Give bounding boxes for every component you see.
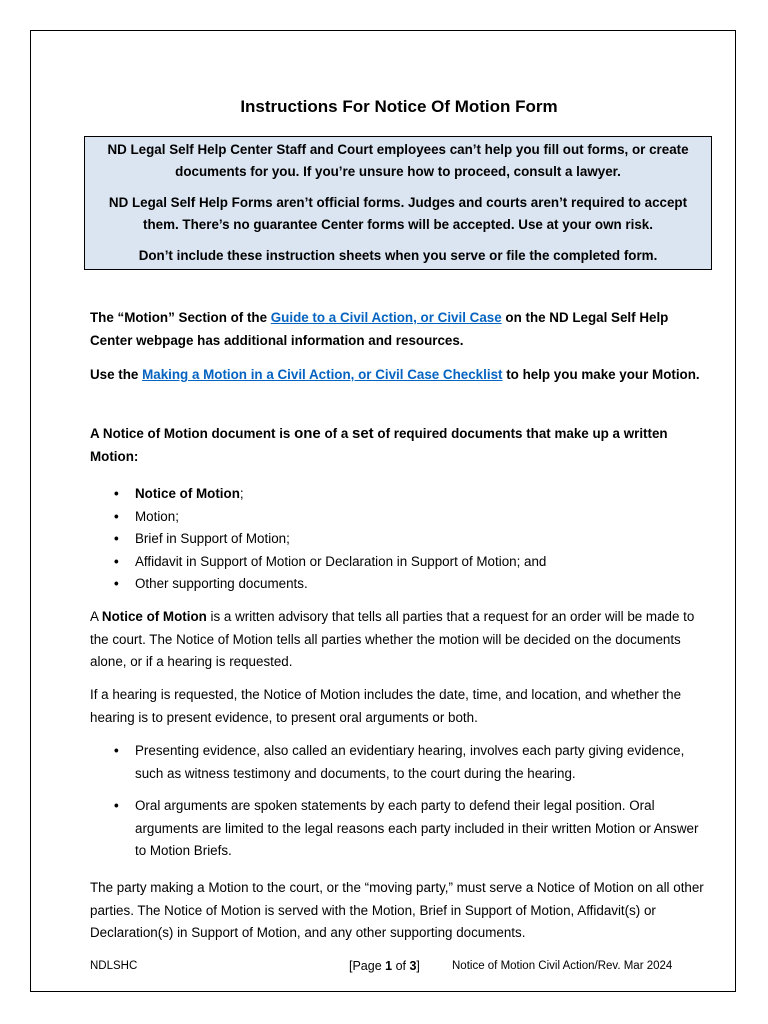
notice-def-text-1: A	[90, 609, 102, 624]
footer-page-current: 1	[385, 959, 393, 973]
guide-paragraph	[90, 307, 708, 352]
footer-page-number	[349, 958, 420, 974]
list-item	[90, 795, 708, 863]
list-item-text: Brief in Support of Motion;	[135, 531, 290, 546]
bullet-icon: •	[114, 508, 119, 524]
set-emphasis-set: set	[352, 425, 374, 442]
list-item	[90, 506, 708, 529]
page-title: Instructions For Notice Of Motion Form	[240, 97, 558, 116]
footer-page-suffix: ]	[416, 959, 420, 973]
list-item-text: Affidavit in Support of Motion or Declaration in Support of Motion; and	[135, 553, 547, 569]
disclaimer-box	[84, 136, 712, 270]
required-documents-list	[90, 483, 708, 596]
list-item-text: Other supporting documents.	[135, 576, 308, 591]
document-set-paragraph	[90, 423, 708, 468]
guide-paragraph-text-2: on the ND Legal Self Help Center webpage has additional information and resources.	[90, 310, 669, 348]
bullet-icon: •	[114, 743, 119, 758]
hearing-types-list	[90, 740, 708, 873]
bullet-icon: •	[114, 798, 119, 813]
disclaimer-paragraph-3: Don’t include these instruction sheets when you serve or file the completed form.	[138, 248, 658, 263]
list-item	[90, 528, 708, 551]
set-text-2: of a	[320, 426, 352, 441]
list-item	[90, 740, 708, 785]
list-item	[90, 573, 708, 596]
footer-page-middle: of	[392, 959, 410, 973]
notice-def-bold: Notice of Motion	[101, 609, 207, 624]
list-item-text: Presenting evidence, also called an evidentiary hearing, involves each party giving evidence, such as witness testimony and documents, to the court during the hearing.	[135, 743, 685, 781]
list-item	[90, 551, 708, 574]
guide-civil-action-link[interactable]: Guide to a Civil Action, or Civil Case	[270, 310, 502, 325]
footer-page-prefix: [Page	[349, 959, 386, 973]
bullet-icon: •	[114, 486, 119, 501]
list-item-text: ;	[239, 486, 244, 501]
set-text-1: A Notice of Motion document is	[90, 426, 295, 441]
footer-page-total: 3	[409, 959, 417, 973]
footer-org: NDLSHC	[90, 960, 138, 972]
bullet-icon: •	[114, 553, 119, 569]
list-item-text: Oral arguments are spoken statements by each party to defend their legal position. Oral arguments are limited to the legal reasons each party included in their written Motion or Answer to Motion Briefs.	[135, 798, 699, 858]
moving-party-paragraph: The party making a Motion to the court, or the “moving party,” must serve a Notice of Motion on all other parties. The Notice of Motion is served with the Motion, Brief in Support of Motion, Affidavit(s) or Declaration(s) in Support of Motion, and any other supporting documents.	[90, 880, 704, 940]
making-motion-checklist-link[interactable]: Making a Motion in a Civil Action, or Civil Case Checklist	[142, 367, 503, 382]
checklist-paragraph-text-1: Use the	[90, 367, 143, 382]
disclaimer-paragraph-1: ND Legal Self Help Center Staff and Court employees can’t help you fill out forms, or create documents for you. If you’re unsure how to proceed, consult a lawyer.	[107, 142, 689, 179]
bullet-icon: •	[114, 531, 119, 546]
notice-def-text-2: is a written advisory that tells all parties that a request for an order will be made to the court. The Notice of Motion tells all parties whether the motion will be decided on the documents alone, or if a hearing is requested.	[90, 609, 695, 669]
checklist-paragraph-text-2: to help you make your Motion.	[502, 367, 700, 382]
document-page	[30, 30, 736, 992]
bullet-icon: •	[114, 576, 119, 591]
disclaimer-paragraph-2: ND Legal Self Help Forms aren’t official forms. Judges and courts aren’t required to accept them. There’s no guarantee Center forms will be accepted. Use at your own risk.	[108, 195, 688, 232]
list-item-text: Motion;	[135, 508, 179, 524]
hearing-paragraph: If a hearing is requested, the Notice of Motion includes the date, time, and location, and whether the hearing is to present evidence, to present oral arguments or both.	[90, 687, 682, 725]
list-item	[90, 483, 708, 506]
list-item-bold: Notice of Motion	[135, 486, 240, 501]
set-text-3: of required documents that make up a written Motion:	[90, 426, 668, 464]
notice-definition-paragraph	[90, 606, 708, 674]
footer-form-revision: Notice of Motion Civil Action/Rev. Mar 2024	[452, 960, 673, 972]
guide-paragraph-text-1: The “Motion” Section of the	[90, 310, 271, 325]
set-emphasis-one: one	[294, 425, 321, 442]
checklist-paragraph	[90, 364, 708, 387]
